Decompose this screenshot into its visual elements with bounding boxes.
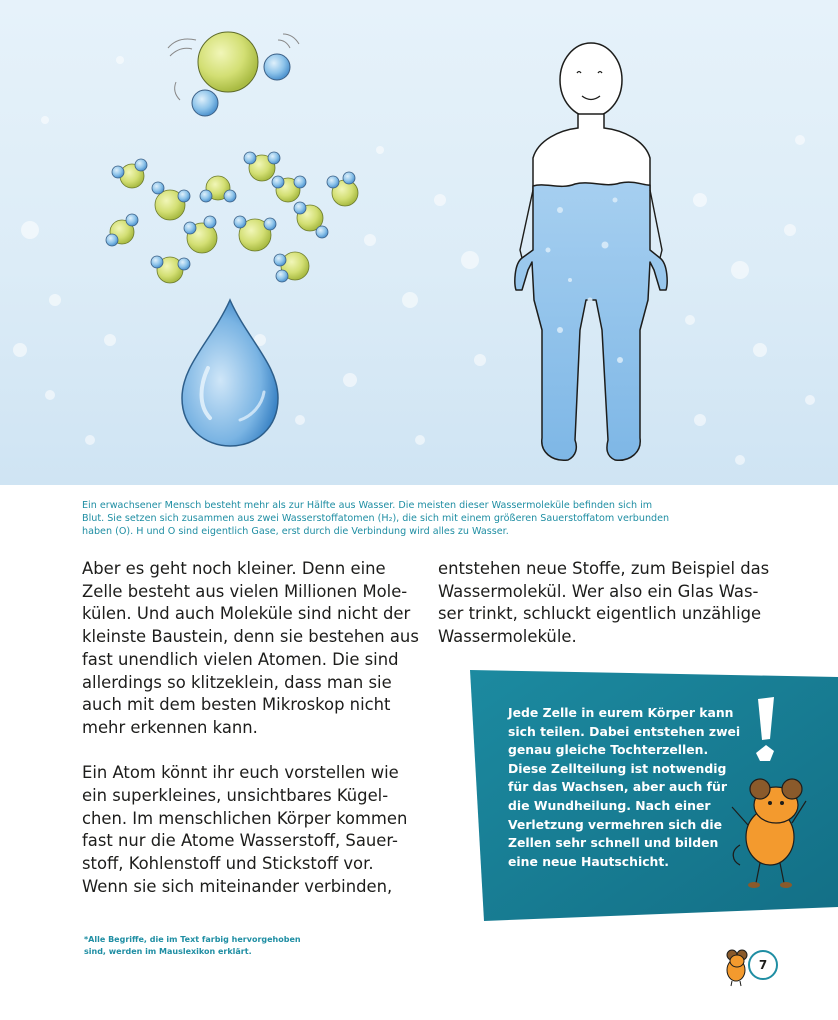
body-line: fast nur die Atome Wasserstoff, Sauer-: [82, 831, 398, 851]
water-molecule-large: [168, 32, 299, 116]
body-text-right-column: [438, 558, 778, 649]
info-line: eine neue Hautschicht.: [508, 853, 670, 869]
caption-line: Ein erwachsener Mensch besteht mehr als zur Hälfte aus Wasser. Die meisten dieser Wassermoleküle befinden sich im: [82, 500, 653, 511]
body-text-left-column: [82, 558, 422, 899]
body-line: chen. Im menschlichen Körper kommen: [82, 808, 408, 828]
info-line: Diese Zellteilung ist notwendig: [508, 760, 727, 776]
water-drop-illustration: [182, 300, 278, 446]
body-line: kleinste Baustein, denn sie bestehen aus: [82, 627, 419, 647]
info-line: die Wundheilung. Nach einer: [508, 797, 711, 813]
page-number: 7: [748, 950, 778, 980]
body-line: külen. Und auch Moleküle sind nicht der: [82, 604, 411, 624]
info-line: Verletzung vermehren sich die: [508, 816, 723, 832]
body-line: Zelle besteht aus vielen Millionen Mole-: [82, 581, 408, 601]
body-line: Wassermolekül. Wer also ein Glas Was-: [438, 581, 759, 601]
body-line: auch mit dem besten Mikroskop nicht: [82, 695, 391, 715]
body-line: mehr erkennen kann.: [82, 717, 258, 737]
info-line: Jede Zelle in eurem Körper kann: [508, 705, 734, 720]
illustration-panel: [0, 0, 838, 485]
illustration-caption: [82, 499, 722, 538]
body-line: entstehen neue Stoffe, zum Beispiel das: [438, 559, 770, 578]
water-molecules-cluster: [106, 152, 358, 283]
footnote-line: sind, werden im Mauslexikon erklärt.: [84, 947, 252, 956]
bubbles-background: [13, 56, 815, 465]
body-line: stoff, Kohlenstoff und Stickstoff vor.: [82, 854, 374, 874]
caption-line: haben (O). H und O sind eigentlich Gase, erst durch die Verbindung wird alles zu Wasser.: [82, 526, 509, 537]
info-box-text: [508, 704, 748, 871]
info-box: [470, 665, 838, 925]
info-line: sich teilen. Dabei entstehen zwei: [508, 723, 741, 739]
info-line: Zellen sehr schnell und bilden: [508, 835, 719, 851]
body-line: allerdings so klitzeklein, dass man sie: [82, 672, 392, 692]
body-line: ser trinkt, schluckt eigentlich unzählige: [438, 604, 762, 624]
body-line: fast unendlich vielen Atomen. Die sind: [82, 649, 399, 669]
human-body-illustration: [515, 43, 667, 460]
water-illustration: [0, 0, 838, 485]
body-line: Ein Atom könnt ihr euch vorstellen wie: [82, 763, 399, 783]
info-line: genau gleiche Tochterzellen.: [508, 742, 709, 758]
body-line: Wenn sie sich miteinander verbinden,: [82, 876, 393, 896]
body-line: ein superkleines, unsichtbares Kügel-: [82, 786, 389, 806]
body-line: Aber es geht noch kleiner. Denn eine: [82, 559, 386, 578]
caption-line: Blut. Sie setzen sich zusammen aus zwei Wasserstoffatomen (H₂), die sich mit einem größeren Sauerstoffatom verbunden: [82, 513, 670, 524]
footnote: [84, 934, 324, 958]
footnote-line: *Alle Begriffe, die im Text farbig hervorgehoben: [84, 935, 301, 944]
body-line: Wassermoleküle.: [438, 627, 577, 647]
info-line: für das Wachsen, aber auch für: [508, 779, 727, 795]
